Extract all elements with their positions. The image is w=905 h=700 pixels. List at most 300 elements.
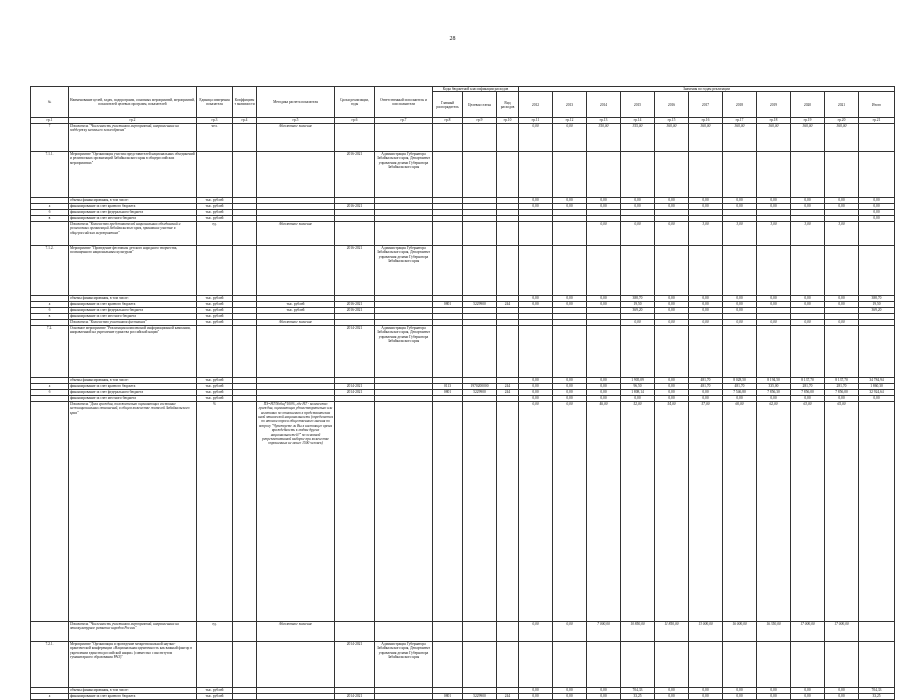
row-budget-code-2: 5229900	[463, 389, 497, 395]
row-name: объемы финансирования, в том числе:	[69, 197, 197, 203]
budget-subcol-header: Вид расходов	[497, 92, 519, 118]
table-row	[31, 245, 895, 295]
row-value: 0,00	[757, 319, 791, 325]
row-executor	[375, 221, 433, 245]
row-value: 0,00	[791, 203, 825, 209]
table-row	[31, 123, 895, 151]
column-number: гр.10	[497, 118, 519, 123]
row-value: 0,00	[519, 621, 553, 641]
row-method: тыс. рублей	[257, 307, 335, 313]
row-name: Мероприятие "Организация участия представителей национальных объединений и религиозных организаций Забайкальского края в общероссийских мероприятиях"	[69, 151, 197, 197]
row-method: ПЗ=НТ/Nобщ*100%, где НТ - количество граждан, оценивающих удовлетворительно или негативно по отношению к представителям иной этнической национальности (определяется по итогам опроса общественного мнения по вопросу "Чувствуете ли Вы в настоящее время враждебность к людям других национальностей?" по основной репрезентативной выборке при количестве опрошенных не менее 1500 человек)	[257, 401, 335, 621]
row-value: 8 194,50	[757, 377, 791, 383]
row-value	[689, 641, 723, 687]
row-value	[723, 245, 757, 295]
row-value: 19,50	[621, 301, 655, 307]
row-value	[723, 641, 757, 687]
row-budget-code-3	[497, 245, 519, 295]
row-executor	[375, 621, 433, 641]
row-value: 0,00	[519, 377, 553, 383]
row-value: 0,00	[519, 203, 553, 209]
row-budget-code-3	[497, 123, 519, 151]
row-value	[689, 151, 723, 197]
column-number: гр.1	[31, 118, 69, 123]
row-value: 0,00	[553, 377, 587, 383]
row-unit	[197, 245, 233, 295]
year-header: 2014	[587, 92, 621, 118]
row-terms	[335, 621, 375, 641]
row-number: б	[31, 389, 69, 395]
row-value	[587, 641, 621, 687]
row-unit: тыс. рублей	[197, 377, 233, 383]
row-number: 7.2.	[31, 325, 69, 377]
row-name: финансирование за счет краевого бюджета	[69, 301, 197, 307]
row-value: 360,00	[655, 123, 689, 151]
row-value: 0,00	[519, 383, 553, 389]
program-table	[30, 86, 895, 700]
row-number	[31, 621, 69, 641]
row-value: 0,00	[553, 401, 587, 621]
year-header: 2021	[825, 92, 859, 118]
row-value: 52,00	[621, 401, 655, 621]
row-value	[519, 245, 553, 295]
row-executor	[375, 123, 433, 151]
column-number: гр.17	[723, 118, 757, 123]
row-value: 0,00	[791, 197, 825, 203]
row-name: финансирование за счет федерального бюджета	[69, 209, 197, 215]
row-value: 388,70	[621, 295, 655, 301]
column-number: гр.6	[335, 118, 375, 123]
row-value: 281,70	[791, 383, 825, 389]
row-value: 0,00	[689, 693, 723, 699]
row-value: 481,70	[689, 383, 723, 389]
row-value	[655, 245, 689, 295]
row-value: 0,00	[825, 197, 859, 203]
row-value	[519, 151, 553, 197]
row-value: 281,70	[825, 383, 859, 389]
row-name: финансирование за счет краевого бюджета	[69, 203, 197, 209]
row-value: 65,00	[825, 401, 859, 621]
row-value: 369,20	[859, 307, 895, 313]
row-budget-code-2	[463, 245, 497, 295]
row-value: 0,00	[859, 209, 895, 215]
row-value: 3,00	[723, 221, 757, 245]
row-value: 360,00	[791, 123, 825, 151]
row-coef	[233, 325, 257, 377]
row-value: 0,00	[587, 221, 621, 245]
row-executor: Администрация Губернатора Забайкальского края, Департамент управления делами Губернатора Забайкальского края	[375, 641, 433, 687]
row-unit: тыс. рублей	[197, 215, 233, 221]
col-unit: Единица измерения показателя	[197, 87, 233, 118]
row-unit: чел.	[197, 123, 233, 151]
row-value: 62,00	[757, 401, 791, 621]
row-value	[689, 245, 723, 295]
row-value: 0,00	[621, 221, 655, 245]
row-value: 17 000,00	[825, 621, 859, 641]
row-value: 0,00	[689, 319, 723, 325]
row-method: Абсолютное значение	[257, 123, 335, 151]
row-value: 0,00	[825, 203, 859, 209]
row-value: 0,00	[553, 203, 587, 209]
row-value	[519, 641, 553, 687]
row-value: 0,00	[757, 395, 791, 401]
col-terms: Сроки реализации, годы	[335, 87, 375, 118]
row-value	[621, 325, 655, 377]
row-value: 3,00	[791, 221, 825, 245]
year-header: 2019	[757, 92, 791, 118]
row-method	[257, 245, 335, 295]
row-budget-code-1	[433, 641, 463, 687]
row-value	[825, 245, 859, 295]
column-number: гр.7	[375, 118, 433, 123]
row-value: 0,00	[553, 687, 587, 693]
row-value: 0,00	[655, 693, 689, 699]
table-row	[31, 621, 895, 641]
page-number: 28	[449, 36, 456, 42]
column-number: гр.19	[791, 118, 825, 123]
row-value: 0,00	[553, 383, 587, 389]
row-budget-code-2	[463, 221, 497, 245]
row-value: 34 784,94	[859, 377, 895, 383]
row-value: 11 850,00	[655, 621, 689, 641]
row-value: 17 000,00	[791, 621, 825, 641]
row-value: 0,00	[791, 687, 825, 693]
row-terms	[335, 123, 375, 151]
row-value: 360,00	[723, 123, 757, 151]
row-method: Абсолютное значение	[257, 621, 335, 641]
row-value: 0,00	[689, 307, 723, 313]
budget-subcol-header: Главный распорядитель	[433, 92, 463, 118]
row-value: 0,00	[587, 687, 621, 693]
row-coef	[233, 621, 257, 641]
row-value: 0,00	[689, 301, 723, 307]
row-value: 96,50	[621, 383, 655, 389]
row-value: 0,00	[723, 693, 757, 699]
row-number: а	[31, 203, 69, 209]
col-no: №	[31, 87, 69, 118]
row-value: 7 856,30	[757, 389, 791, 395]
row-name: Показатель "Доля граждан, положительно оценивающих состояние межнациональных отношений, в общем количестве жителей Забайкальского края"	[69, 401, 197, 621]
row-value	[723, 151, 757, 197]
row-value: 7 856,00	[791, 389, 825, 395]
row-name: Мероприятие "Организация и проведение межрегиональной научно-практической конференции «Национальная идентичность как важный фактор в укреплении единства российской нации» (совместно с институтом гуманитарного образования РАО)"	[69, 641, 197, 687]
row-terms: 2014-2021	[335, 641, 375, 687]
table-row	[31, 693, 895, 699]
row-name: Показатель "Количество участников фестиваля"	[69, 319, 197, 325]
row-name: объемы финансирования, в том числе:	[69, 687, 197, 693]
row-value: 33,25	[621, 693, 655, 699]
row-terms	[335, 401, 375, 621]
row-value: 0,00	[553, 389, 587, 395]
row-value	[553, 245, 587, 295]
row-value: 360,00	[757, 123, 791, 151]
row-method: Абсолютное значение	[257, 319, 335, 325]
column-number: гр.2	[69, 118, 197, 123]
row-name: Показатель "Численность участников мероприятий, направленных на этнокультурное развитие народов России"	[69, 621, 197, 641]
row-value: 33,25	[859, 693, 895, 699]
row-terms: 2016-2021	[335, 203, 375, 209]
row-value: 0,00	[825, 693, 859, 699]
column-number: гр.8	[433, 118, 463, 123]
row-value	[859, 221, 895, 245]
row-unit: тыс. рублей	[197, 687, 233, 693]
row-value: 0,00	[825, 301, 859, 307]
row-value: 355,00	[621, 123, 655, 151]
row-name: финансирование за счет местного бюджета	[69, 313, 197, 319]
row-value	[825, 325, 859, 377]
row-value: 0,00	[723, 301, 757, 307]
row-budget-code-3	[497, 641, 519, 687]
row-number: б	[31, 209, 69, 215]
row-value	[859, 641, 895, 687]
row-executor: Администрация Губернатора Забайкальского края, Департамент управления делами Губернатора Забайкальского края	[375, 151, 433, 197]
row-value	[519, 221, 553, 245]
row-value: 0,00	[519, 395, 553, 401]
row-budget-code-3: 244	[497, 383, 519, 389]
row-value: 0,00	[553, 621, 587, 641]
row-value: 0,00	[689, 197, 723, 203]
row-budget-code-1: 0801	[433, 389, 463, 395]
row-value	[859, 123, 895, 151]
row-unit	[197, 325, 233, 377]
row-value	[757, 245, 791, 295]
row-value: 0,00	[655, 383, 689, 389]
row-budget-code-1	[433, 221, 463, 245]
row-value: 0,00	[859, 395, 895, 401]
row-name: Показатель "Количество представителей национальных объединений и религиозных организаций Забайкальского края, принявших участие в общероссийских мероприятиях"	[69, 221, 197, 245]
year-header: 2012	[519, 92, 553, 118]
row-value	[723, 325, 757, 377]
row-value	[859, 151, 895, 197]
row-value: 0,00	[825, 687, 859, 693]
row-unit: тыс. рублей	[197, 395, 233, 401]
row-value: 350,00	[587, 123, 621, 151]
column-number: гр.18	[757, 118, 791, 123]
row-value: 1 905,09	[621, 377, 655, 383]
row-value: 0,00	[553, 197, 587, 203]
row-value: 0,00	[655, 307, 689, 313]
row-terms: 2014-2021	[335, 325, 375, 377]
row-value: 0,00	[655, 295, 689, 301]
col-budget-codes: Коды бюджетной классификации расходов	[433, 87, 519, 92]
row-coef	[233, 641, 257, 687]
row-unit: ед.	[197, 221, 233, 245]
column-number: гр.20	[825, 118, 859, 123]
row-value: 0,00	[587, 197, 621, 203]
row-value: 0,00	[655, 389, 689, 395]
row-value: 0,00	[825, 395, 859, 401]
row-value: 32 924,64	[859, 389, 895, 395]
row-budget-code-1: 0113	[433, 383, 463, 389]
year-header: 2015	[621, 92, 655, 118]
row-value: 0,00	[553, 295, 587, 301]
row-value: 0,00	[519, 123, 553, 151]
row-value: 54,00	[655, 401, 689, 621]
row-terms: 2016-2021	[335, 307, 375, 313]
table-row	[31, 221, 895, 245]
col-name: Наименование целей, задач, подпрограмм, основных мероприятий, мероприятий, показателей целевых программ, показателей	[69, 87, 197, 118]
row-value: 0,00	[655, 377, 689, 383]
row-method	[257, 325, 335, 377]
row-value: 0,00	[825, 319, 859, 325]
row-executor	[375, 693, 433, 699]
row-unit: тыс. рублей	[197, 693, 233, 699]
row-value	[587, 325, 621, 377]
program-table-sheet	[30, 86, 884, 700]
row-value: 46,00	[587, 401, 621, 621]
row-value: 335,00	[757, 383, 791, 389]
row-unit: тыс. рублей	[197, 197, 233, 203]
row-coef	[233, 123, 257, 151]
row-value: 1 808,14	[621, 389, 655, 395]
row-name: финансирование за счет местного бюджета	[69, 215, 197, 221]
row-value: 0,00	[723, 203, 757, 209]
row-budget-code-1	[433, 245, 463, 295]
row-value: 13 000,00	[689, 621, 723, 641]
row-value	[553, 641, 587, 687]
row-value	[791, 245, 825, 295]
row-value: 7 000,00	[587, 621, 621, 641]
column-number: гр.11	[519, 118, 553, 123]
column-number: гр.9	[463, 118, 497, 123]
column-number: гр.13	[587, 118, 621, 123]
row-budget-code-1: 0801	[433, 301, 463, 307]
row-value: 369,20	[621, 307, 655, 313]
row-budget-code-3	[497, 151, 519, 197]
row-value: 388,70	[859, 295, 895, 301]
row-value: 0,00	[723, 319, 757, 325]
row-value	[655, 641, 689, 687]
row-budget-code-1	[433, 325, 463, 377]
column-number: гр.3	[197, 118, 233, 123]
table-row	[31, 151, 895, 197]
row-executor: Администрация Губернатора Забайкальского края, Департамент управления делами Губернатора Забайкальского края	[375, 325, 433, 377]
row-value	[655, 151, 689, 197]
row-coef	[233, 401, 257, 621]
row-number: а	[31, 383, 69, 389]
row-value: 0,00	[621, 203, 655, 209]
row-name: Основное мероприятие "Реализация комплексной информационной кампании, направленной на укрепление единства российской нации"	[69, 325, 197, 377]
table-row	[31, 401, 895, 621]
row-value: 0,00	[587, 693, 621, 699]
row-terms: 2014-2021	[335, 389, 375, 395]
row-value: 0,00	[757, 687, 791, 693]
row-budget-code-2: 5229900	[463, 301, 497, 307]
row-name: Мероприятие "Проведение фестиваля детского народного творчества, посвященного национальным культурам"	[69, 245, 197, 295]
row-value	[791, 325, 825, 377]
row-name: финансирование за счет местного бюджета	[69, 395, 197, 401]
row-value: 0,00	[553, 693, 587, 699]
row-value: 16 350,00	[757, 621, 791, 641]
row-value: 0,00	[723, 197, 757, 203]
column-number: гр.14	[621, 118, 655, 123]
row-value: 0,00	[519, 401, 553, 621]
row-value	[859, 245, 895, 295]
row-value	[587, 151, 621, 197]
row-value: 0,00	[689, 389, 723, 395]
row-value	[655, 325, 689, 377]
row-value: 481,70	[689, 377, 723, 383]
row-budget-code-3: 244	[497, 389, 519, 395]
row-number: в	[31, 313, 69, 319]
row-value: 16 000,00	[723, 621, 757, 641]
row-value: 0,00	[791, 301, 825, 307]
row-value	[519, 325, 553, 377]
row-value: 0,00	[587, 383, 621, 389]
row-value	[621, 151, 655, 197]
row-value: 0,00	[791, 319, 825, 325]
row-name: объемы финансирования, в том числе:	[69, 295, 197, 301]
row-terms: 2014-2021	[335, 693, 375, 699]
row-value	[553, 325, 587, 377]
row-value: 63,00	[791, 401, 825, 621]
year-header: Итого	[859, 92, 895, 118]
row-value: 3,00	[757, 221, 791, 245]
row-number: 7	[31, 123, 69, 151]
row-value: 8 137,70	[825, 377, 859, 383]
row-value: 0,00	[859, 215, 895, 221]
row-value	[859, 621, 895, 641]
row-budget-code-2	[463, 123, 497, 151]
col-values-title: Значения по годам реализации	[519, 87, 895, 92]
row-terms	[335, 221, 375, 245]
col-executor: Ответственный исполнитель и соисполнители	[375, 87, 433, 118]
row-budget-code-2: 5229900	[463, 693, 497, 699]
row-coef	[233, 221, 257, 245]
row-value	[553, 221, 587, 245]
row-value: 0,00	[519, 295, 553, 301]
row-unit	[197, 151, 233, 197]
row-unit: %	[197, 401, 233, 621]
table-body	[31, 123, 895, 699]
row-unit: тыс. рублей	[197, 203, 233, 209]
year-header: 2016	[655, 92, 689, 118]
row-budget-code-1	[433, 123, 463, 151]
row-value: 0,00	[553, 395, 587, 401]
row-value: 704,33	[621, 687, 655, 693]
row-value: 7 856,00	[825, 389, 859, 395]
row-value: 19,50	[859, 301, 895, 307]
row-value: 60,00	[723, 401, 757, 621]
row-budget-code-3: 244	[497, 693, 519, 699]
row-value	[757, 151, 791, 197]
row-unit: тыс. рублей	[197, 295, 233, 301]
column-number: гр.5	[257, 118, 335, 123]
row-value: 0,00	[587, 301, 621, 307]
row-number: 7.1.1.	[31, 151, 69, 197]
row-method: тыс. рублей	[257, 301, 335, 307]
row-value: 0,00	[689, 295, 723, 301]
row-value: 0,00	[723, 295, 757, 301]
row-budget-code-3	[497, 221, 519, 245]
row-value: 0,00	[553, 123, 587, 151]
row-value: 0,00	[587, 295, 621, 301]
row-terms: 2014-2021	[335, 383, 375, 389]
table-row	[31, 641, 895, 687]
row-unit: тыс. рублей	[197, 307, 233, 313]
row-budget-code-2: 1970200000	[463, 383, 497, 389]
row-terms: 2016-2021	[335, 245, 375, 295]
row-value: 0,00	[655, 197, 689, 203]
row-value: 0,00	[723, 687, 757, 693]
row-value: 0,00	[519, 301, 553, 307]
row-method: Абсолютное значение	[257, 221, 335, 245]
row-value: 704,33	[859, 687, 895, 693]
row-value: 360,00	[825, 123, 859, 151]
row-name: финансирование за счет федерального бюджета	[69, 389, 197, 395]
row-coef	[233, 151, 257, 197]
year-header: 2020	[791, 92, 825, 118]
